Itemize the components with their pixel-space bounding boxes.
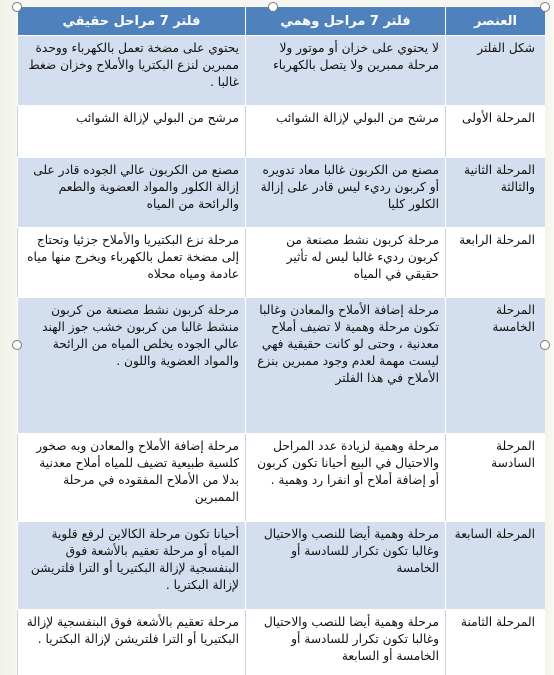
table-row: [18, 610, 546, 675]
table-row: [18, 228, 546, 298]
row-fake: مرشح من البولي لإزالة الشوائب: [246, 106, 446, 158]
row-fake: مرحلة وهمية أيضا للنصب والاحتيال وغالبا تكون تكرار للسادسة أو الخامسة: [246, 522, 446, 610]
table-row: [18, 298, 546, 434]
header-fake-filter: فلتر 7 مراحل وهمي: [246, 7, 446, 36]
row-real: مصنع من الكربون عالي الجوده قادر على إزالة الكلور والمواد العضوية والطعم والرائحة من المياه: [18, 158, 246, 228]
row-element: المرحلة السادسة: [446, 434, 546, 522]
row-element: شكل الفلتر: [446, 36, 546, 106]
row-fake: مرحلة إضافة الأملاح والمعادن وغالبا تكون مرحلة وهمية لا تضيف أملاح معدنية ، وحتى لو كانت حقيقية فهي ليست مهمة لعدم وجود ممبرين بنزع الأملاح في هذا الفلتر: [246, 298, 446, 434]
table-header-row: [18, 7, 546, 36]
row-real: مرحلة إضافة الأملاح والمعادن وبه صخور كلسية طبيعية تضيف للمياه أملاح معدنية بدلا من الأملاح المفقوده في مرحلة الممبرين: [18, 434, 246, 522]
row-real: مرحلة نزع البكتيريا والأملاح جزئيا وتحتاج إلى مضخة تعمل بالكهرباء ويخرج منها مياه عادمة ومياه محلاه: [18, 228, 246, 298]
header-element: العنصر: [446, 7, 546, 36]
selection-handle-top-left[interactable]: [12, 2, 22, 12]
row-fake: مرحلة وهمية أيضا للنصب والاحتيال وغالبا تكون تكرار للسادسة أو الخامسة أو السابعة: [246, 610, 446, 675]
row-element: المرحلة الثامنة: [446, 610, 546, 675]
table-row: [18, 36, 546, 106]
row-real: أحيانا تكون مرحلة الكالاين لرفع قلوية المياه أو مرحلة تعقيم بالأشعة فوق البنفسجية لإزالة البكتيريا أو الترا فلتريشن لإزالة البكتريا .: [18, 522, 246, 610]
row-element: المرحلة الخامسة: [446, 298, 546, 434]
table-row: [18, 522, 546, 610]
table-row: [18, 434, 546, 522]
row-fake: لا يحتوي على خزان أو موتور ولا مرحلة ممبرين ولا يتصل بالكهرباء: [246, 36, 446, 106]
row-real: يحتوي على مضخة تعمل بالكهرباء ووحدة ممبرين لنزع البكتريا والأملاح وخزان ضغط غالبا .: [18, 36, 246, 106]
row-fake: مرحلة كربون نشط مصنعة من كربون رديء غالبا ليس له تأثير حقيقي في المياه: [246, 228, 446, 298]
selection-handle-top-right[interactable]: [540, 2, 550, 12]
row-element: المرحلة الأولى: [446, 106, 546, 158]
selection-handle-middle-right[interactable]: [540, 340, 550, 350]
row-real: مرشح من البولي لإزالة الشوائب: [18, 106, 246, 158]
selection-handle-top-center[interactable]: [268, 2, 278, 12]
table-row: [18, 158, 546, 228]
selection-handle-middle-left[interactable]: [12, 340, 22, 350]
row-element: المرحلة السابعة: [446, 522, 546, 610]
table-row: [18, 106, 546, 158]
row-element: المرحلة الرابعة: [446, 228, 546, 298]
row-fake: مصنع من الكربون غالبا معاد تدويره أو كربون رديء ليس قادر على إزالة الكلور كليا: [246, 158, 446, 228]
comparison-table-frame: [17, 6, 545, 675]
row-real: مرحلة تعقيم بالأشعة فوق البنفسجية لإزالة البكتيريا أو الترا فلتريشن لإزالة البكتريا .: [18, 610, 246, 675]
row-element: المرحلة الثانية والثالثة: [446, 158, 546, 228]
row-real: مرحلة كربون نشط مصنعة من كربون منشط غالبا من كربون خشب جوز الهند عالي الجوده يخلص المياه من الرائحة والمواد العضوية واللون .: [18, 298, 246, 434]
row-fake: مرحلة وهمية لزيادة عدد المراحل والاحتيال في البيع أحيانا تكون كربون أو إضافة أملاح أو انفرا رد وهمية .: [246, 434, 446, 522]
comparison-table: [17, 6, 545, 675]
header-real-filter: فلتر 7 مراحل حقيقي: [18, 7, 246, 36]
